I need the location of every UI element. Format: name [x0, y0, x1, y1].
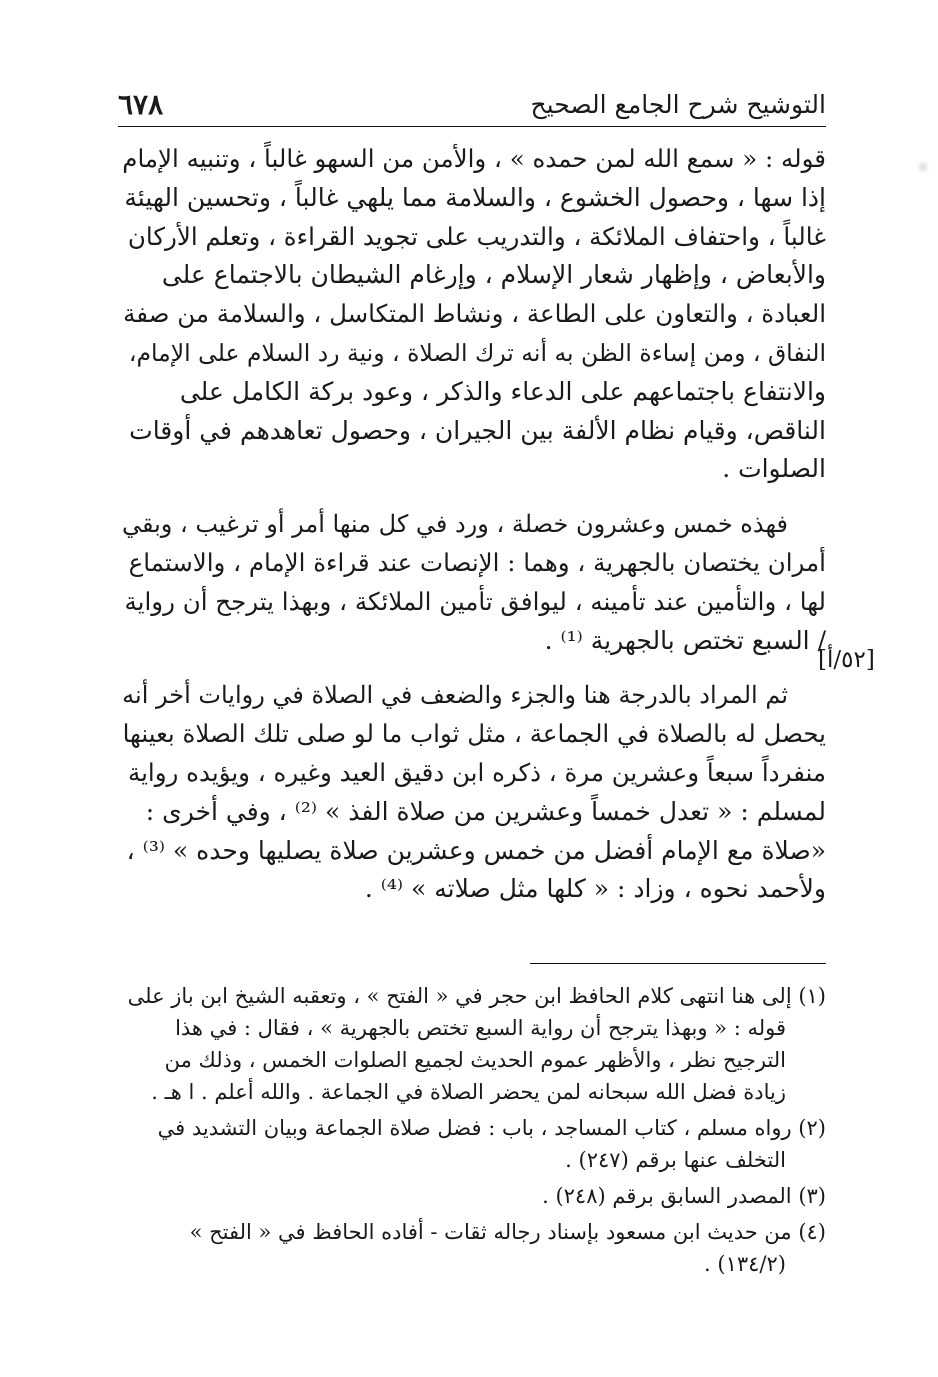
footnote-1 — [118, 980, 826, 1108]
page-header — [118, 88, 826, 128]
text-line: الناقص، وقيام نظام الألفة بين الجيران ، وحصول تعاهدهم في أوقات — [129, 415, 826, 445]
footnote-divider — [530, 963, 826, 964]
text-line: قوله : « سمع الله لمن حمده » ، والأمن من السهو غالباً ، وتنبيه الإمام — [122, 144, 826, 173]
manuscript-folio-note: [٥٢/أ] — [818, 647, 875, 673]
footnote-line: التخلف عنها برقم (٢٤٧) . — [565, 1148, 786, 1172]
text-line: ثم المراد بالدرجة هنا والجزء والضعف في الصلاة في روايات أخر أنه — [122, 681, 788, 710]
footnote-line: زيادة فضل الله سبحانه لمن يحضر الصلاة في الجماعة . والله أعلم . ا هـ . — [151, 1080, 786, 1104]
text-line: لها ، والتأمين عند تأمينه ، ليوافق تأمين الملائكة ، وبهذا يترجح أن رواية — [124, 586, 826, 616]
footnote-2 — [118, 1112, 826, 1176]
text-line: لمسلم : « تعدل خمساً وعشرين من صلاة الفذ » ⁽²⁾ ، وفي أخرى : — [145, 796, 826, 826]
paragraph-2 — [118, 505, 826, 660]
text-line: والانتفاع باجتماعهم على الدعاء والذكر ، وعود بركة الكامل على — [179, 376, 826, 406]
header-divider — [118, 126, 826, 127]
text-line: العبادة ، والتعاون على الطاعة ، ونشاط المتكاسل ، والسلامة من صفة — [123, 299, 826, 329]
footnote-line: (٣) المصدر السابق برقم (٢٤٨) . — [542, 1184, 826, 1208]
scan-speck — [916, 160, 930, 174]
footnote-line: قوله : « وبهذا يترجح أن رواية السبع تختص بالجهرية » ، فقال : في هذا — [175, 1016, 786, 1040]
text-line: / السبع تختص بالجهرية ⁽¹⁾ . — [544, 625, 826, 655]
paragraph-3 — [118, 676, 826, 909]
footnote-line: الترجيح نظر ، والأظهر عموم الحديث لجميع الصلوات الخمس ، وذلك من — [164, 1048, 786, 1072]
page-number: ٦٧٨ — [118, 88, 164, 121]
text-line: «صلاة مع الإمام أفضل من خمس وعشرين صلاة يصليها وحده » ⁽³⁾ ، — [126, 835, 826, 865]
footnote-line: (١) إلى هنا انتهى كلام الحافظ ابن حجر في « الفتح » ، وتعقبه الشيخ ابن باز على — [127, 984, 826, 1008]
text-line: منفرداً سبعاً وعشرين مرة ، ذكره ابن دقيق العيد وغيره ، ويؤيده رواية — [127, 757, 826, 787]
text-line: النفاق ، ومن إساءة الظن به أنه ترك الصلاة ، ونية رد السلام على الإمام، — [128, 338, 826, 367]
text-line: فهذه خمس وعشرون خصلة ، ورد في كل منها أمر أو ترغيب ، وبقي — [121, 510, 788, 539]
footnote-3 — [118, 1180, 826, 1212]
text-line: أمران يختصان بالجهرية ، وهما : الإنصات عند قراءة الإمام ، والاستماع — [128, 547, 826, 577]
footnote-line: (١٣٤/٢) . — [704, 1252, 786, 1276]
text-line: ولأحمد نحوه ، وزاد : « كلها مثل صلاته » ⁽⁴⁾ . — [364, 874, 826, 904]
paragraph-1 — [118, 140, 826, 489]
main-text — [118, 140, 826, 909]
text-line: الصلوات . — [722, 454, 826, 484]
footnote-4 — [118, 1216, 826, 1280]
text-line: غالباً ، واحتفاف الملائكة ، والتدريب على تجويد القراءة ، وتعلم الأركان — [127, 221, 826, 251]
footnotes — [118, 980, 826, 1284]
footnote-line: (٤) من حديث ابن مسعود بإسناد رجاله ثقات - أفاده الحافظ في « الفتح » — [189, 1220, 826, 1244]
text-line: والأبعاض ، وإظهار شعار الإسلام ، وإرغام الشيطان بالاجتماع على — [161, 260, 826, 290]
running-title: التوشيح شرح الجامع الصحيح — [530, 90, 826, 119]
text-line: إذا سها ، وحصول الخشوع ، والسلامة مما يلهي غالباً ، وتحسين الهيئة — [124, 182, 826, 212]
footnote-line: (٢) رواه مسلم ، كتاب المساجد ، باب : فضل صلاة الجماعة وبيان التشديد في — [157, 1116, 826, 1140]
text-line: يحصل له بالصلاة في الجماعة ، مثل ثواب ما لو صلى تلك الصلاة بعينها — [122, 719, 826, 749]
